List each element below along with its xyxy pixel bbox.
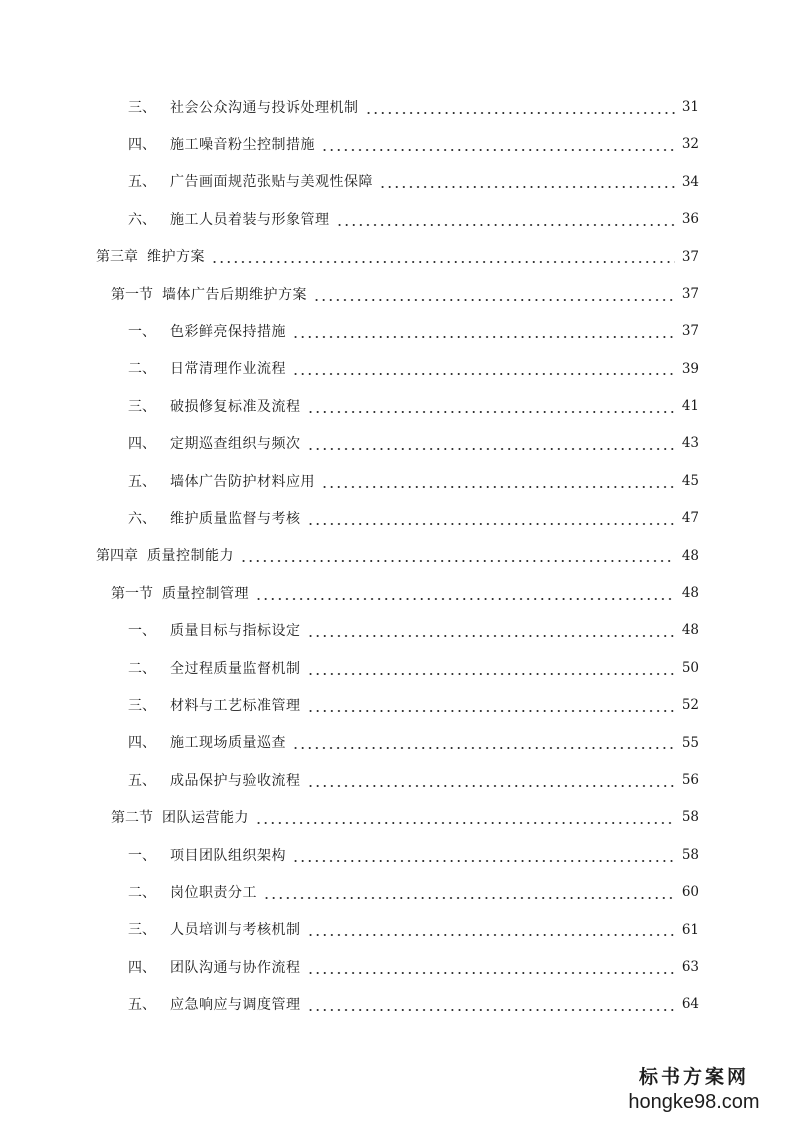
toc-entry-item[interactable] <box>0 986 793 1023</box>
toc-entry-title: 成品保护与验收流程 <box>170 772 301 789</box>
toc-entry-item[interactable] <box>0 687 793 724</box>
toc-dot-leader <box>307 923 676 937</box>
toc-dot-leader <box>307 624 676 638</box>
toc-entry-section[interactable] <box>0 799 793 836</box>
toc-dot-leader <box>307 662 676 676</box>
toc-entry-title: 墙体广告防护材料应用 <box>170 473 315 490</box>
toc-entry-number: 五、 <box>128 174 156 191</box>
toc-entry-page-number: 58 <box>681 846 699 863</box>
toc-entry-item[interactable] <box>0 201 793 238</box>
toc-entry-item[interactable] <box>0 351 793 388</box>
toc-dot-leader <box>379 175 675 189</box>
toc-dot-leader <box>307 400 676 414</box>
toc-entry-title: 广告画面规范张贴与美观性保障 <box>170 174 373 191</box>
toc-entry-page-number: 43 <box>681 435 699 452</box>
toc-entry-number: 六、 <box>128 510 156 527</box>
toc-entry-title: 质量目标与指标设定 <box>170 623 301 640</box>
toc-entry-title: 维护质量监督与考核 <box>170 510 301 527</box>
toc-entry-page-number: 50 <box>681 659 699 676</box>
toc-entry-item[interactable] <box>0 313 793 350</box>
toc-entry-item[interactable] <box>0 126 793 163</box>
watermark-logo <box>609 1062 779 1114</box>
toc-entry-item[interactable] <box>0 426 793 463</box>
toc-entry-page-number: 37 <box>681 323 699 340</box>
toc-entry-number: 四、 <box>128 959 156 976</box>
toc-entry-item[interactable] <box>0 463 793 500</box>
toc-entry-page-number: 56 <box>681 771 699 788</box>
toc-dot-leader <box>307 961 676 975</box>
toc-dot-leader <box>307 998 676 1012</box>
toc-entry-page-number: 31 <box>681 98 699 115</box>
toc-dot-leader <box>321 138 675 152</box>
toc-dot-leader <box>211 250 675 264</box>
toc-entry-item[interactable] <box>0 89 793 126</box>
toc-dot-leader <box>255 587 675 601</box>
toc-dot-leader <box>240 549 675 563</box>
toc-entry-item[interactable] <box>0 912 793 949</box>
toc-entry-item[interactable] <box>0 650 793 687</box>
toc-entry-number: 第一节 <box>111 585 153 602</box>
toc-entry-section[interactable] <box>0 575 793 612</box>
table-of-contents <box>0 89 793 1024</box>
toc-entry-page-number: 48 <box>681 622 699 639</box>
toc-entry-number: 一、 <box>128 847 156 864</box>
toc-entry-number: 第三章 <box>96 249 138 266</box>
toc-entry-title: 质量控制能力 <box>147 548 234 565</box>
toc-entry-title: 团队沟通与协作流程 <box>170 959 301 976</box>
toc-entry-title: 团队运营能力 <box>162 810 249 827</box>
watermark-cn-text: 标书方案网 <box>638 1066 749 1088</box>
toc-entry-page-number: 34 <box>681 173 699 190</box>
toc-entry-number: 第二节 <box>111 810 153 827</box>
watermark-url-text: hongke98.com <box>628 1091 760 1113</box>
toc-entry-chapter[interactable] <box>0 538 793 575</box>
toc-entry-page-number: 48 <box>681 547 699 564</box>
toc-entry-number: 三、 <box>128 398 156 415</box>
toc-entry-page-number: 60 <box>681 884 699 901</box>
toc-entry-page-number: 37 <box>681 248 699 265</box>
toc-entry-page-number: 36 <box>681 211 699 228</box>
toc-dot-leader <box>307 437 676 451</box>
toc-entry-page-number: 61 <box>681 921 699 938</box>
toc-entry-page-number: 52 <box>681 697 699 714</box>
toc-entry-title: 施工人员着装与形象管理 <box>170 211 330 228</box>
toc-entry-item[interactable] <box>0 949 793 986</box>
toc-entry-page-number: 47 <box>681 510 699 527</box>
toc-entry-number: 四、 <box>128 436 156 453</box>
toc-entry-title: 材料与工艺标准管理 <box>170 697 301 714</box>
toc-entry-number: 第一节 <box>111 286 153 303</box>
toc-entry-title: 岗位职责分工 <box>170 884 257 901</box>
toc-entry-title: 定期巡查组织与频次 <box>170 436 301 453</box>
toc-dot-leader <box>313 288 675 302</box>
toc-entry-page-number: 37 <box>681 285 699 302</box>
toc-entry-chapter[interactable] <box>0 239 793 276</box>
toc-entry-number: 四、 <box>128 137 156 154</box>
toc-entry-page-number: 64 <box>681 996 699 1013</box>
toc-entry-title: 质量控制管理 <box>162 585 249 602</box>
toc-entry-title: 维护方案 <box>147 249 205 266</box>
toc-dot-leader <box>255 811 675 825</box>
toc-entry-section[interactable] <box>0 276 793 313</box>
toc-entry-item[interactable] <box>0 837 793 874</box>
toc-entry-title: 施工现场质量巡查 <box>170 735 286 752</box>
toc-entry-number: 二、 <box>128 884 156 901</box>
toc-entry-item[interactable] <box>0 612 793 649</box>
toc-entry-title: 人员培训与考核机制 <box>170 922 301 939</box>
toc-entry-number: 四、 <box>128 735 156 752</box>
toc-dot-leader <box>292 736 675 750</box>
toc-entry-number: 一、 <box>128 623 156 640</box>
toc-entry-title: 日常清理作业流程 <box>170 361 286 378</box>
toc-entry-page-number: 39 <box>681 360 699 377</box>
toc-entry-number: 第四章 <box>96 548 138 565</box>
toc-entry-title: 墙体广告后期维护方案 <box>162 286 307 303</box>
toc-dot-leader <box>292 849 675 863</box>
toc-entry-title: 社会公众沟通与投诉处理机制 <box>170 99 359 116</box>
toc-entry-item[interactable] <box>0 874 793 911</box>
toc-entry-number: 三、 <box>128 922 156 939</box>
toc-entry-page-number: 45 <box>681 472 699 489</box>
toc-entry-title: 色彩鲜亮保持措施 <box>170 324 286 341</box>
toc-entry-number: 二、 <box>128 361 156 378</box>
toc-dot-leader <box>263 886 675 900</box>
toc-entry-item[interactable] <box>0 500 793 537</box>
toc-entry-page-number: 32 <box>681 136 699 153</box>
toc-entry-page-number: 41 <box>681 398 699 415</box>
toc-entry-item[interactable] <box>0 725 793 762</box>
toc-entry-title: 施工噪音粉尘控制措施 <box>170 137 315 154</box>
toc-dot-leader <box>292 362 675 376</box>
toc-entry-number: 二、 <box>128 660 156 677</box>
toc-dot-leader <box>365 101 676 115</box>
toc-dot-leader <box>336 213 676 227</box>
toc-entry-page-number: 58 <box>681 809 699 826</box>
toc-entry-number: 三、 <box>128 697 156 714</box>
toc-entry-number: 一、 <box>128 324 156 341</box>
toc-entry-title: 应急响应与调度管理 <box>170 997 301 1014</box>
toc-entry-item[interactable] <box>0 762 793 799</box>
toc-dot-leader <box>321 475 675 489</box>
toc-entry-number: 五、 <box>128 997 156 1014</box>
toc-entry-number: 五、 <box>128 473 156 490</box>
toc-dot-leader <box>307 512 676 526</box>
toc-entry-page-number: 48 <box>681 585 699 602</box>
toc-entry-title: 项目团队组织架构 <box>170 847 286 864</box>
toc-entry-item[interactable] <box>0 164 793 201</box>
toc-entry-page-number: 55 <box>681 734 699 751</box>
toc-entry-title: 破损修复标准及流程 <box>170 398 301 415</box>
toc-entry-page-number: 63 <box>681 958 699 975</box>
toc-entry-number: 六、 <box>128 211 156 228</box>
toc-dot-leader <box>307 774 676 788</box>
toc-entry-number: 五、 <box>128 772 156 789</box>
toc-dot-leader <box>307 699 676 713</box>
toc-entry-number: 三、 <box>128 99 156 116</box>
toc-entry-title: 全过程质量监督机制 <box>170 660 301 677</box>
toc-dot-leader <box>292 325 675 339</box>
toc-entry-item[interactable] <box>0 388 793 425</box>
